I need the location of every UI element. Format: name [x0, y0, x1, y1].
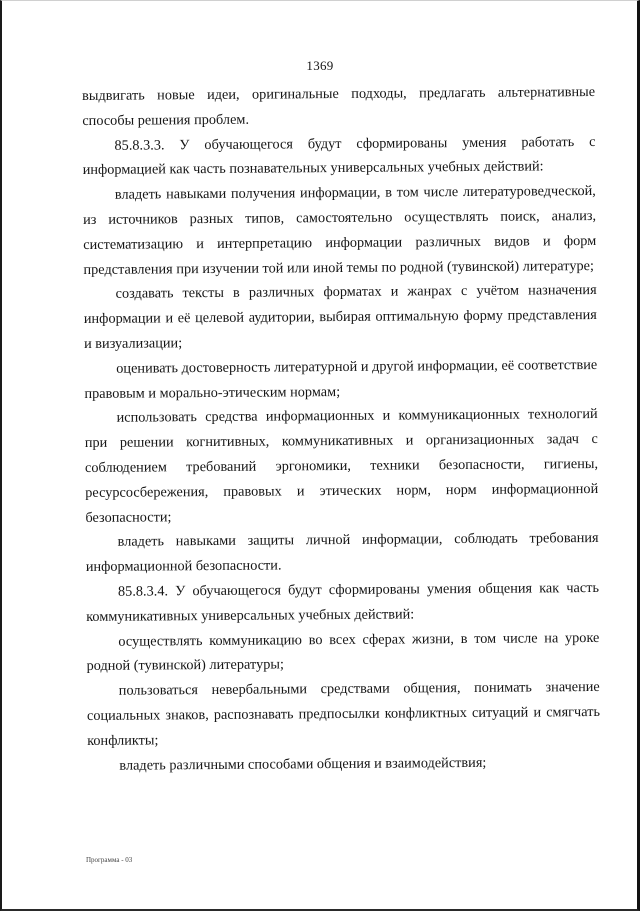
paragraph-data-protection: владеть навыками защиты личной информации, соблюдать требования информационной безопасности. — [85, 530, 599, 576]
paragraph-nonverbal: пользоваться невербальными средствами общения, понимать значение социальных знаков, распознавать предпосылки конфликтных ситуаций и смягчать конфликты; — [86, 679, 601, 749]
paragraph-communication: осуществлять коммуникацию во всех сферах жизни, в том числе на уроке родной (тувинской) литературы; — [86, 629, 600, 675]
document-body — [82, 80, 600, 778]
paragraph-create-texts: создавать тексты в различных форматах и жанрах с учётом назначения информации и её целевой аудитории, выбирая оптимальную форму представления и визуализации; — [83, 282, 597, 352]
paragraph-interaction: владеть различными способами общения и взаимодействия; — [119, 754, 487, 774]
paragraph-section-85-8-3-4: 85.8.3.4. У обучающегося будут сформированы умения общения как часть коммуникативных универсальных учебных действий: — [86, 579, 600, 625]
paragraph-continuation: выдвигать новые идеи, оригинальные подходы, предлагать альтернативные способы решения проблем. — [82, 83, 596, 129]
page-number: 1369 — [306, 58, 334, 73]
paragraph-evaluate-reliability: оценивать достоверность литературной и другой информации, её соответствие правовым и морально-этическим нормам; — [84, 356, 598, 402]
paragraph-info-skills: владеть навыками получения информации, в том числе литературоведческой, из источников разных типов, самостоятельно осуществлять поиск, анализ, систематизацию и интерпретацию информации различных видов и форм представления при изучении той или иной темы по родной (тувинской) литературе; — [83, 183, 597, 278]
paragraph-section-85-8-3-3: 85.8.3.3. У обучающегося будут сформированы умения работать с информацией как часть познавательных универсальных учебных действий: — [82, 133, 596, 179]
paragraph-use-ict: использовать средства информационных и коммуникационных технологий при решении когнитивных, коммуникативных и организационных задач с соблюдением требований эргономики, техники безопасности, гигиены, ресурсосбережения, правовых и этических норм, норм информационной безопасности; — [84, 406, 599, 526]
footer-program-code: Программа - 03 — [86, 856, 133, 864]
